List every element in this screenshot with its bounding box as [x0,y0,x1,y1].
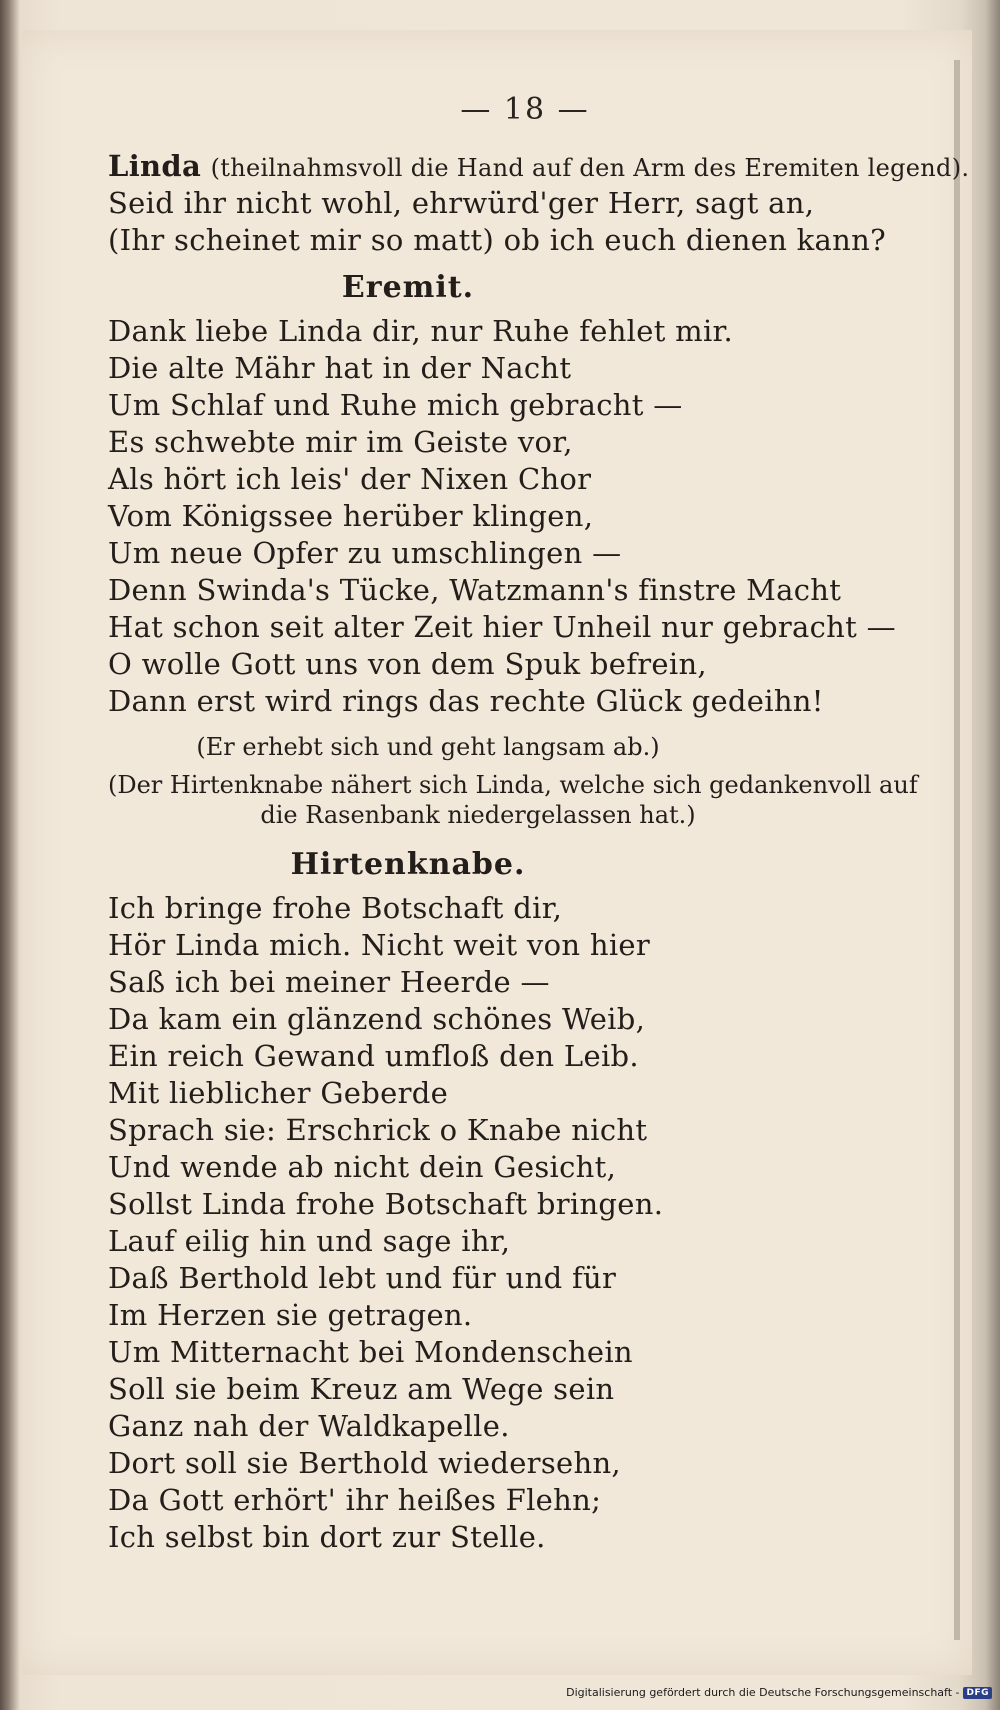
verse-line: Um neue Opfer zu umschlingen — [108,536,622,570]
speech-linda-header [108,148,970,185]
verse-line: Denn Swinda's Tücke, Watzmann's finstre Macht [108,573,842,607]
verse-line: Sprach sie: Erschrick o Knabe nicht [108,1113,648,1147]
verse-line: Im Herzen sie getragen. [108,1298,473,1332]
verse-line: Es schwebte mir im Geiste vor, [108,425,573,459]
verse-line: Um Mitternacht bei Mondenschein [108,1335,633,1369]
verse-line: Als hört ich leis' der Nixen Chor [108,462,592,496]
page-edge-shadow [954,60,960,1640]
verse-line: Dann erst wird rings das rechte Glück gedeihn! [108,684,824,718]
verse-line: Seid ihr nicht wohl, ehrwürd'ger Herr, sagt an, [108,186,815,220]
verse-line: Hör Linda mich. Nicht weit von hier [108,928,651,962]
verse-line: O wolle Gott uns von dem Spuk befrein, [108,647,707,681]
dfg-logo: DFG [963,1687,992,1699]
speaker-direction: (theilnahmsvoll die Hand auf den Arm des Eremiten legend). [210,154,970,182]
digitization-credit [566,1686,992,1699]
verse-line: Und wende ab nicht dein Gesicht, [108,1150,617,1184]
verse-line: Vom Königssee herüber klingen, [108,499,594,533]
speaker-heading-eremit: Eremit. [341,270,475,305]
speaker-heading-hirtenknabe: Hirtenknabe. [290,847,526,882]
verse-line: (Ihr scheinet mir so matt) ob ich euch dienen kann? [108,223,886,257]
verse-line: Daß Berthold lebt und für und für [108,1261,617,1295]
verse-line: Ich selbst bin dort zur Stelle. [108,1520,546,1554]
stage-direction-line: die Rasenbank niedergelassen hat.) [260,801,696,829]
speaker-name: Linda [108,149,202,183]
verse-line: Um Schlaf und Ruhe mich gebracht — [108,388,683,422]
verse-line: Die alte Mähr hat in der Nacht [108,351,572,385]
verse-line: Saß ich bei meiner Heerde — [108,965,550,999]
verse-line: Mit lieblicher Geberde [108,1076,449,1110]
verse-line: Ein reich Gewand umfloß den Leib. [108,1039,639,1073]
verse-line: Dank liebe Linda dir, nur Ruhe fehlet mir. [108,314,734,348]
verse-line: Ich bringe frohe Botschaft dir, [108,891,563,925]
credit-text: Digitalisierung gefördert durch die Deutsche Forschungsgemeinschaft - [566,1686,960,1699]
verse-line: Sollst Linda frohe Botschaft bringen. [108,1187,664,1221]
verse-line: Hat schon seit alter Zeit hier Unheil nur gebracht — [108,610,896,644]
verse-line: Lauf eilig hin und sage ihr, [108,1224,511,1258]
verse-line: Da Gott erhört' ihr heißes Flehn; [108,1483,602,1517]
verse-line: Soll sie beim Kreuz am Wege sein [108,1372,615,1406]
verse-line: Da kam ein glänzend schönes Weib, [108,1002,646,1036]
stage-direction: (Er erhebt sich und geht langsam ab.) [196,733,660,761]
verse-line: Dort soll sie Berthold wiedersehn, [108,1446,621,1480]
verse-line: Ganz nah der Waldkapelle. [108,1409,510,1443]
stage-direction-line: (Der Hirtenknabe nähert sich Linda, welche sich gedankenvoll auf [108,771,918,799]
page-content [108,148,970,1556]
stage-direction-block [108,770,918,830]
page-number: — 18 — [460,92,590,127]
